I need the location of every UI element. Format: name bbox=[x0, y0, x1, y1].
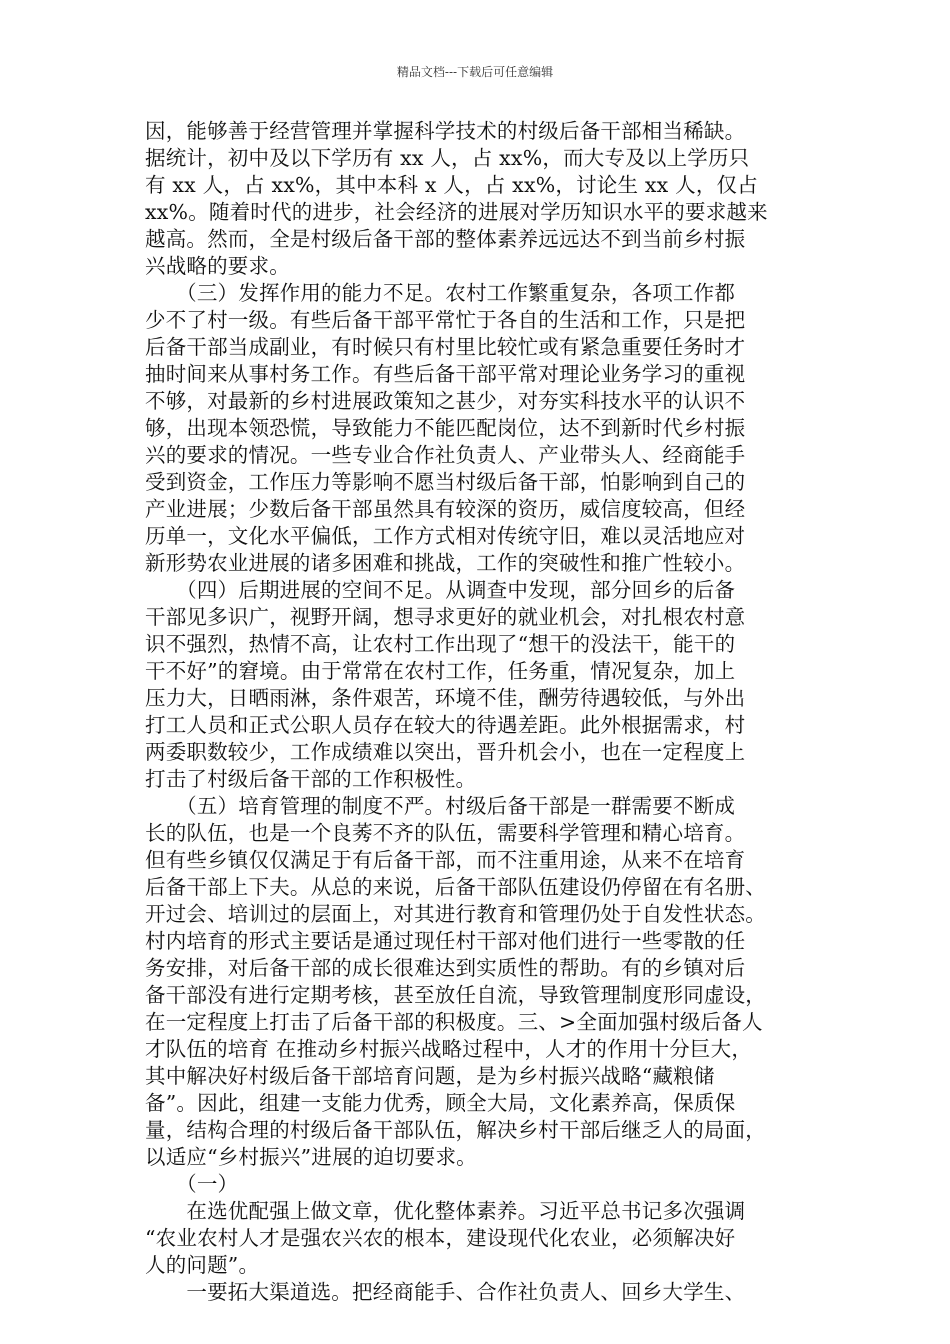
text-line: 开过会、培训过的层面上，对其进行教育和管理仍处于自发性状态。 bbox=[145, 902, 766, 926]
text-line: 识不强烈，热情不高，让农村工作出现了“想干的没法干，能干的 bbox=[145, 632, 736, 656]
text-line: 才队伍的培育 在推动乡村振兴战略过程中，人才的作用十分巨大， bbox=[145, 1037, 753, 1061]
text-line: 有 xx 人，占 xx%，其中本科 x 人，占 xx%，讨论生 xx 人，仅占 bbox=[145, 173, 758, 197]
text-line: 后备干部上下夫。从总的来说，后备干部队伍建设仍停留在有名册、 bbox=[145, 875, 766, 899]
text-line: 一要拓大渠道选。把经商能手、合作社负责人、回乡大学生、 bbox=[145, 1280, 746, 1304]
text-line: 在选优配强上做文章，优化整体素养。习近平总书记多次强调 bbox=[145, 1199, 746, 1223]
text-line: 备干部没有进行定期考核，甚至放任自流，导致管理制度形同虚设， bbox=[145, 983, 766, 1007]
text-line: （五）培育管理的制度不严。村级后备干部是一群需要不断成 bbox=[145, 794, 736, 818]
text-line: 人的问题”。 bbox=[145, 1253, 260, 1277]
text-line: 打工人员和正式公职人员存在较大的待遇差距。此外根据需求，村 bbox=[145, 713, 746, 737]
document-body bbox=[145, 118, 805, 1306]
text-line: 干部见多识广，视野开阔，想寻求更好的就业机会，对扎根农村意 bbox=[145, 605, 746, 629]
text-line: 打击了村级后备干部的工作积极性。 bbox=[145, 767, 477, 791]
text-line: 兴的要求的情况。一些专业合作社负责人、产业带头人、经商能手 bbox=[145, 443, 746, 467]
text-line: xx%。随着时代的进步，社会经济的进展对学历知识水平的要求越来 bbox=[145, 200, 768, 224]
text-line: “农业农村人才是强农兴农的根本，建设现代化农业，必须解决好 bbox=[145, 1226, 736, 1250]
text-line: 压力大，日晒雨淋，条件艰苦，环境不佳，酬劳待遇较低，与外出 bbox=[145, 686, 746, 710]
text-line: 抽时间来从事村务工作。有些后备干部平常对理论业务学习的重视 bbox=[145, 362, 746, 386]
text-line: 以适应“乡村振兴”进展的迫切要求。 bbox=[145, 1145, 477, 1169]
text-line: 其中解决好村级后备干部培育问题，是为乡村振兴战略“藏粮储 bbox=[145, 1064, 715, 1088]
text-line: 历单一，文化水平偏低，工作方式相对传统守旧，难以灵活地应对 bbox=[145, 524, 746, 548]
text-line: 量，结构合理的村级后备干部队伍，解决乡村干部后继乏人的局面， bbox=[145, 1118, 766, 1142]
text-line: 兴战略的要求。 bbox=[145, 254, 290, 278]
text-line: 因，能够善于经营管理并掌握科学技术的村级后备干部相当稀缺。 bbox=[145, 119, 746, 143]
text-line: 干不好”的窘境。由于常常在农村工作，任务重，情况复杂，加上 bbox=[145, 659, 736, 683]
text-line: 但有些乡镇仅仅满足于有后备干部，而不注重用途，从来不在培育 bbox=[145, 848, 746, 872]
text-line: 后备干部当成副业，有时候只有村里比较忙或有紧急重要任务时才 bbox=[145, 335, 746, 359]
text-line: 少不了村一级。有些后备干部平常忙于各自的生活和工作，只是把 bbox=[145, 308, 746, 332]
text-line: 在一定程度上打击了后备干部的积极度。三、>全面加强村级后备人 bbox=[145, 1010, 763, 1034]
text-line: 务安排，对后备干部的成长很难达到实质性的帮助。有的乡镇对后 bbox=[145, 956, 746, 980]
text-line: （四）后期进展的空间不足。从调查中发现，部分回乡的后备 bbox=[145, 578, 736, 602]
text-line: （三）发挥作用的能力不足。农村工作繁重复杂，各项工作都 bbox=[145, 281, 736, 305]
text-line: 够，出现本领恐慌，导致能力不能匹配岗位，达不到新时代乡村振 bbox=[145, 416, 746, 440]
text-line: 两委职数较少，工作成绩难以突出，晋升机会小，也在一定程度上 bbox=[145, 740, 746, 764]
text-line: 备”。因此，组建一支能力优秀，顾全大局，文化素养高，保质保 bbox=[145, 1091, 736, 1115]
text-line: 新形势农业进展的诸多困难和挑战，工作的突破性和推广性较小。 bbox=[145, 551, 746, 575]
text-line: 受到资金，工作压力等影响不愿当村级后备干部，怕影响到自己的 bbox=[145, 470, 746, 494]
page-header: 精品文档---下载后可任意编辑 bbox=[396, 65, 554, 79]
text-line: 长的队伍，也是一个良莠不齐的队伍，需要科学管理和精心培育。 bbox=[145, 821, 746, 845]
text-line: （一） bbox=[145, 1172, 239, 1196]
text-line: 产业进展；少数后备干部虽然具有较深的资历，威信度较高，但经 bbox=[145, 497, 746, 521]
text-line: 据统计，初中及以下学历有 xx 人，占 xx%，而大专及以上学历只 bbox=[145, 146, 750, 170]
text-line: 村内培育的形式主要话是通过现任村干部对他们进行一些零散的任 bbox=[145, 929, 746, 953]
text-line: 越高。然而，全是村级后备干部的整体素养远远达不到当前乡村振 bbox=[145, 227, 746, 251]
text-line: 不够，对最新的乡村进展政策知之甚少，对夯实科技水平的认识不 bbox=[145, 389, 746, 413]
